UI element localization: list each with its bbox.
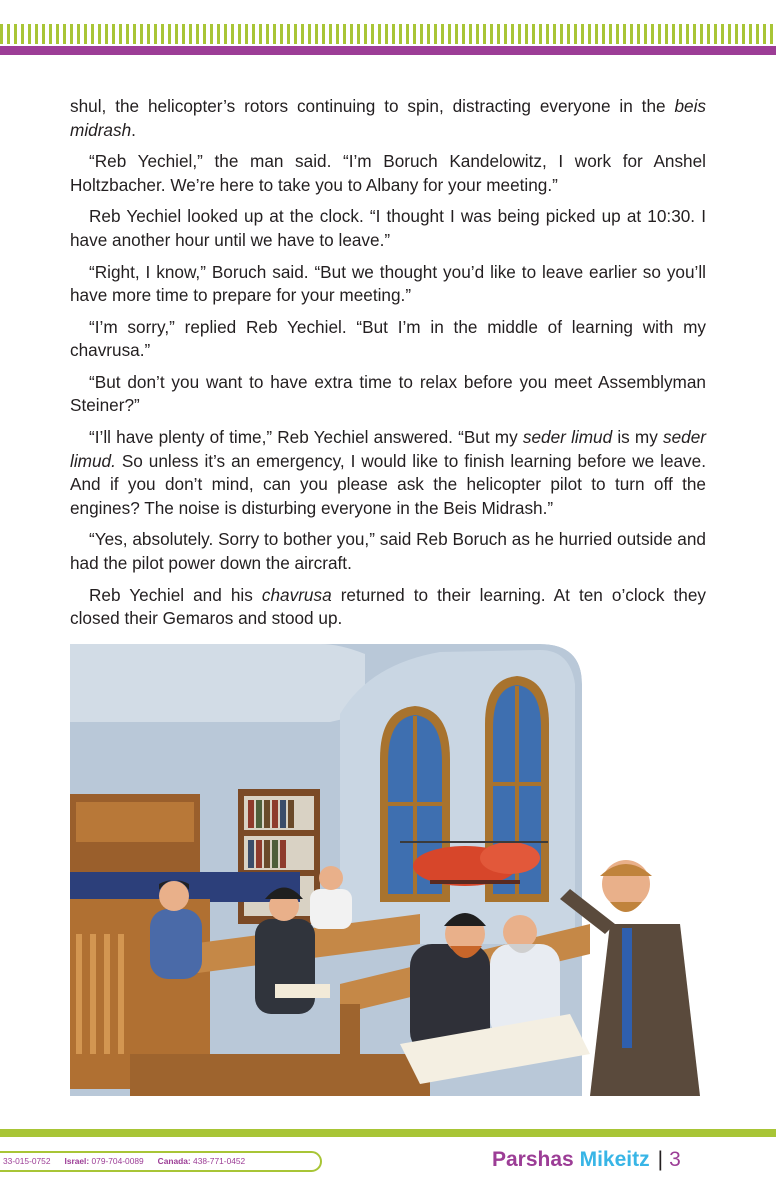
parsha-word-parshas: Parshas: [492, 1148, 574, 1171]
header-tick-strip: [0, 24, 776, 44]
story-paragraph: “But don’t you want to have extra time to relax before you meet Assemblyman Steiner?”: [70, 371, 706, 416]
beis-midrash-scene: [70, 644, 706, 1096]
story-paragraph: [70, 426, 706, 520]
story-paragraph: [70, 584, 706, 631]
canada-phone: 438-771-0452: [193, 1156, 246, 1166]
phone-number-partial: 33-015-0752: [3, 1156, 51, 1166]
header-bar: [0, 46, 776, 55]
page-number: 3: [669, 1148, 681, 1171]
story-text-run: “I’ll have plenty of time,” Reb Yechiel answered. “But my: [89, 427, 523, 448]
story-text-run: returned to their learning. At ten o’clock they closed their Gemaros and stood up.: [70, 584, 707, 628]
story-text-run: Reb Yechiel and his: [89, 584, 262, 605]
canada-label: Canada:: [157, 1156, 191, 1166]
footer-bar: [0, 1129, 776, 1137]
story-text: [70, 95, 706, 639]
floor-bench: [130, 1054, 430, 1096]
story-text-run: is my: [612, 427, 664, 448]
story-paragraph: [70, 95, 706, 142]
story-paragraph: “Right, I know,” Boruch said. “But we thought you’d like to leave earlier so you’ll have more time to prepare for your meeting.”: [70, 261, 706, 306]
parsha-word-mikeitz: Mikeitz: [579, 1148, 650, 1171]
parsha-title: [492, 1146, 681, 1176]
israel-label: Israel:: [64, 1156, 90, 1166]
story-text-run: So unless it’s an emergency, I would like to finish learning before we leave. And if you don’t mind, can you please ask the helicopter pilot to turn off the engines? The noise is disturbing everyone in the Beis Midrash.”: [70, 450, 706, 518]
story-italic-run: beis midrash: [70, 96, 706, 140]
story-paragraph: Reb Yechiel looked up at the clock. “I thought I was being picked up at 10:30. I have another hour until we have to leave.”: [70, 206, 706, 250]
story-italic-run: chavrusa: [261, 584, 332, 605]
story-italic-run: seder limud: [522, 427, 613, 448]
ceiling: [70, 644, 365, 722]
title-separator: |: [657, 1148, 664, 1171]
story-illustration: [70, 644, 706, 1096]
story-text-run: .: [131, 119, 136, 140]
israel-phone: 079-704-0089: [91, 1156, 144, 1166]
story-paragraph: “Reb Yechiel,” the man said. “I’m Boruch Kandelowitz, I work for Anshel Holtzbacher. We’re here to take you to Albany for your meeting.”: [70, 151, 706, 195]
story-paragraph: “I’m sorry,” replied Reb Yechiel. “But I’m in the middle of learning with my chavrusa.”: [70, 316, 706, 361]
contact-phones: [0, 1151, 322, 1172]
story-italic-run: seder limud.: [70, 427, 707, 471]
story-paragraph: “Yes, absolutely. Sorry to bother you,” said Reb Boruch as he hurried outside and had the pilot power down the aircraft.: [70, 529, 706, 573]
story-text-run: shul, the helicopter’s rotors continuing to spin, distracting everyone in the: [70, 96, 675, 116]
